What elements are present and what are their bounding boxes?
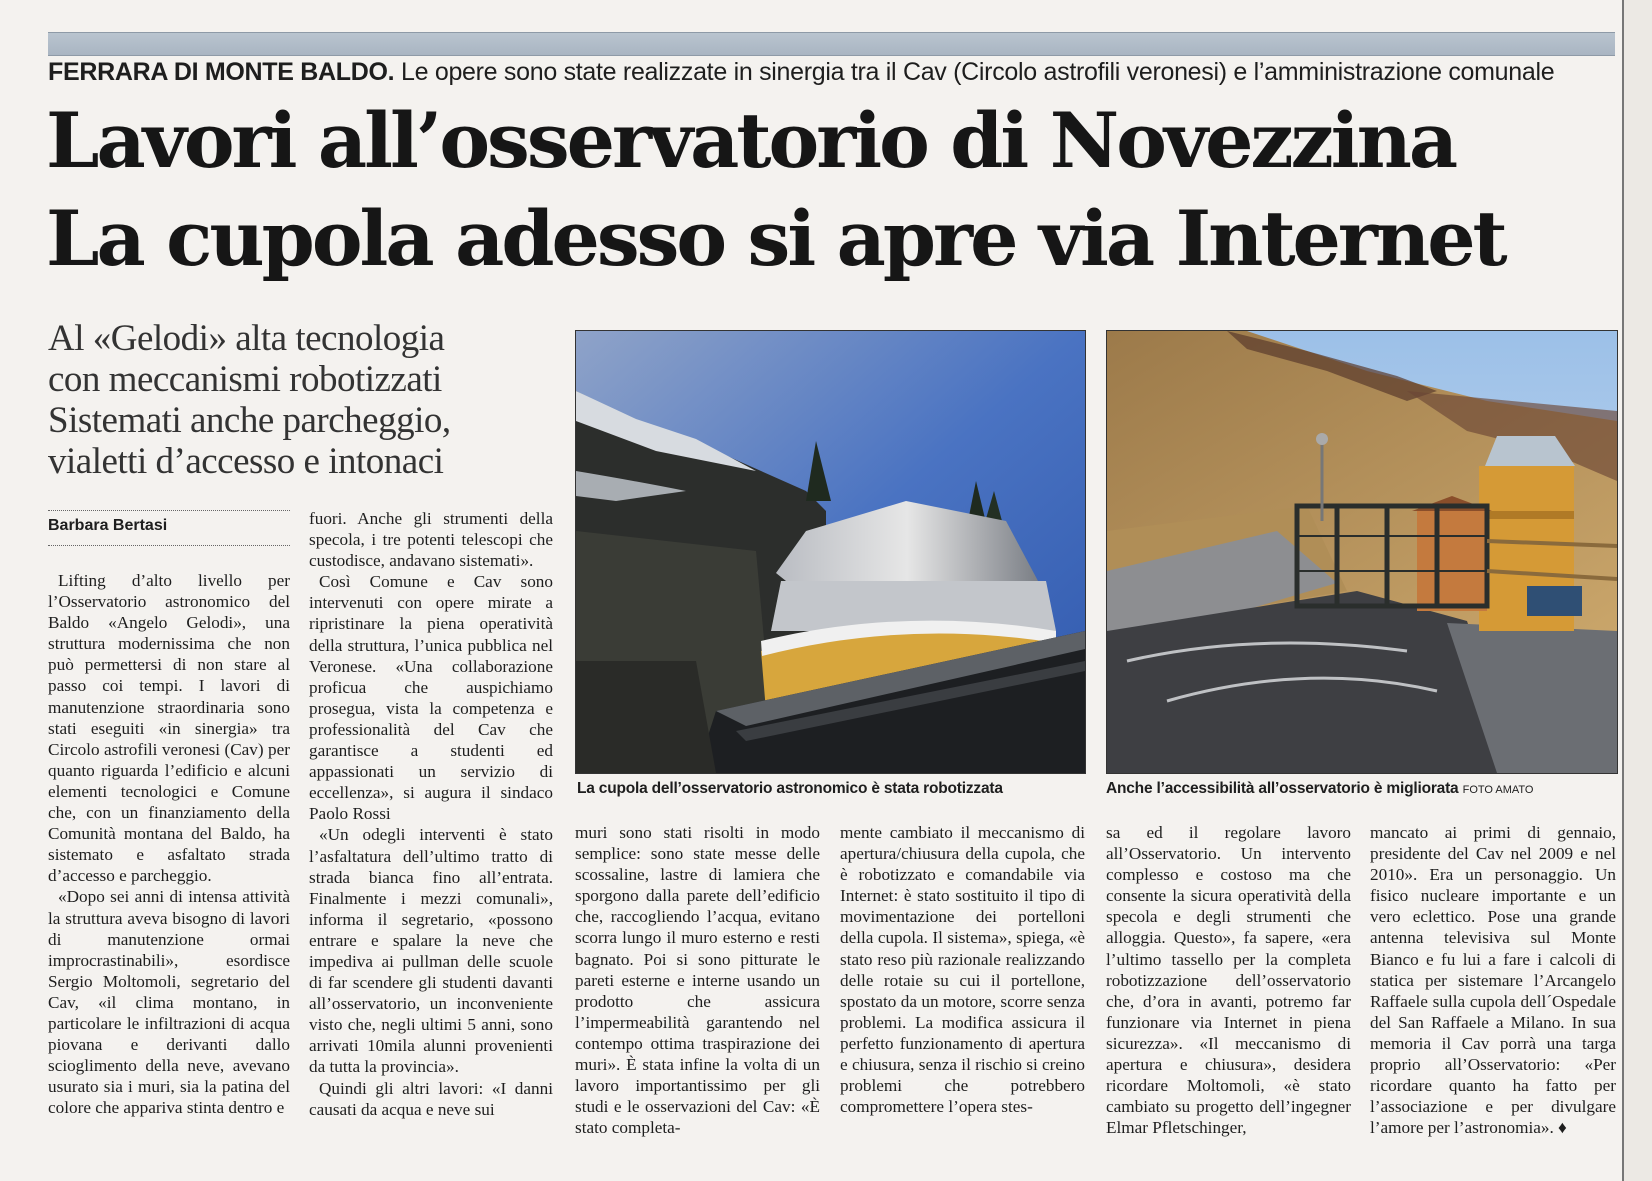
text-column-1 [48,570,290,1118]
paragraph: muri sono stati risolti in modo semplice: sono state messe delle scossaline, lastre di lamiera che sporgono dalla parete dell’edificio che, raccogliendo l’acqua, evitano scorra lungo il muro esterno e resti bagnato. Poi si sono pitturate le pareti esterne e interne usando un prodotto che assicura l’impermeabilità garantendo nel contempo ottima traspirazione dei muri». È stata infine la volta di un lavoro importantissimo per gli studi e le osservazioni del Cav: «È stato completa- [575,823,820,1138]
overline-text: Le opere sono state realizzate in sinergia tra il Cav (Circolo astrofili veronesi) e l’amministrazione comunale [400,58,1555,86]
byline: Barbara Bertasi [48,510,290,546]
paragraph: Così Comune e Cav sono intervenuti con opere mirate a ripristinare la piena operatività della struttura, l’unica pubblica nel Veronese. «Una collaborazione proficua che auspichiamo prosegua, vista la competenza e professionalità del Cav che garantisce a studenti ed appassionati un servizio di eccellenza», si augura il sindaco Paolo Rossi [309,572,553,824]
paragraph: Quindi gli altri lavori: «I danni causati da acqua e neve sui [309,1078,553,1119]
paragraph: fuori. Anche gli strumenti della specola, i tre potenti telescopi che custodisce, andavano sistemati». [309,509,553,571]
text-column-5 [1106,822,1351,1138]
photo-caption-2 [1106,780,1534,798]
paragraph: «Dopo sei anni di intensa attività la struttura aveva bisogno di lavori di manutenzione ormai improcrastinabili», esordisce Sergio Moltomoli, segretario del Cav, «il clima montano, in particolare le infiltrazioni di acqua piovana e derivanti dallo scioglimento della neve, avevano usurato sia i muri, sia la patina del colore che appariva stinta dentro e [48,887,290,1118]
headline-line-2: La cupola adesso si apre via Internet [46,194,1505,283]
photo-observatory-access [1106,330,1618,774]
headline-line-1: Lavori all’osservatorio di Novezzina [46,96,1456,185]
top-color-bar [48,32,1615,56]
paragraph: mancato ai primi di gennaio, presidente del Cav nel 2009 e nel 2010». Era un personaggio. Un fisico nucleare importante e un vero eclettico. Pose una grande antenna televisiva sul Monte Bianco e fu lui a fare i calcoli di statica per sistemare l’Arcangelo Raffaele sulla cupola dell´Ospedale del San Raffaele a Milano. In sua memoria il Cav porrà una targa proprio all’Osservatorio: «Per ricordare quanto ha fatto per l’associazione e per divulgare l’amore per l’astronomia». ♦ [1370,823,1616,1138]
photo-caption-2-text: Anche l’accessibilità all’osservatorio è migliorata [1106,780,1459,797]
paragraph: Lifting d’alto livello per l’Osservatorio astronomico del Baldo «Angelo Gelodi», una struttura modernissima che non può permettersi di non stare al passo coi tempi. I lavori di manutenzione straordinaria sono stati eseguiti «in sinergia» tra Circolo astrofili veronesi (Cav) per quanto riguarda l’edificio e alcuni elementi tecnologici e Comune che, con un finanziamento della Comunità montana del Baldo, ha sistemato e asfaltato strada d’accesso e parcheggio. [48,571,290,886]
photo-caption-1: La cupola dell’osservatorio astronomico è stata robotizzata [577,780,1003,797]
text-column-6 [1370,822,1616,1138]
paragraph: sa ed il regolare lavoro all’Osservatorio. Un intervento complesso e costoso ma che consente la sicura operatività della specola e degli strumenti che alloggia. Questo», fa sapere, «era l’ultimo tassello per la completa robotizzazione dell’osservatorio che, d’ora in avanti, potremo far funzionare via Internet in piena sicurezza». «Il meccanismo di apertura e chiusura», desidera ricordare Moltomoli, «è stato cambiato su progetto dell’ingegner Elmar Pfletschinger, [1106,823,1351,1138]
adjacent-page-edge [1622,0,1652,1181]
photo-credit: FOTO AMATO [1462,784,1534,796]
text-column-3 [575,822,820,1138]
subhead-line: vialetti d’accesso e intonaci [48,441,444,482]
subhead-line: Al «Gelodi» alta tecnologia [48,318,445,359]
text-column-4 [840,822,1085,1117]
subheadline [48,318,568,482]
photo-observatory-dome [575,330,1086,774]
subhead-line: con meccanismi robotizzati [48,359,442,400]
overline [48,58,1615,87]
dateline-location: FERRARA DI MONTE BALDO. [48,58,395,86]
paragraph: «Un odegli interventi è stato l’asfaltatura dell’ultimo tratto di strada bianca fino all’entrata. Finalmente i mezzi comunali», informa il segretario, «possono entrare e spalare la neve che impediva ai pullman delle scuole di far scendere gli studenti davanti all’osservatorio, un inconveniente visto che, negli ultimi 5 anni, sono arrivati 10mila alunni provenienti da tutta la provincia». [309,825,553,1077]
headline [46,92,1626,288]
text-column-2 [309,508,553,1120]
paragraph: mente cambiato il meccanismo di apertura/chiusura della cupola, che è robotizzato e comandabile via Internet: è stato sostituito il tipo di movimentazione dei portelloni della cupola. Il sistema», spiega, «è stato reso più razionale realizzando delle rotaie su cui il portellone, spostato da un motore, scorre senza problemi. La modifica assicura il perfetto funzionamento di apertura e chiusura, senza il rischio si creino problemi che potrebbero compromettere l’opera stes- [840,823,1085,1117]
subhead-line: Sistemati anche parcheggio, [48,400,451,441]
